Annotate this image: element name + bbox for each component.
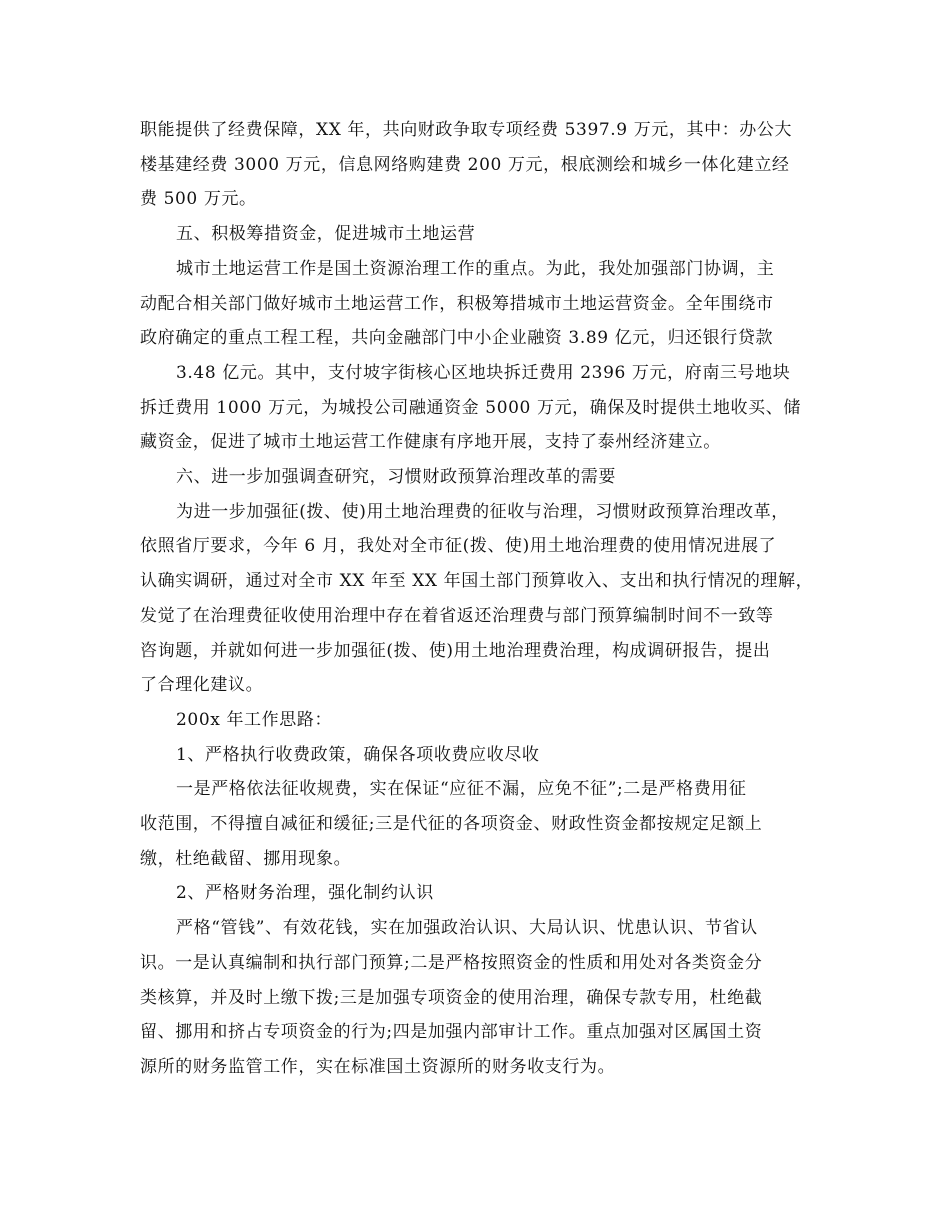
- text-line: 政府确定的重点工程工程，共向金融部门中小企业融资 3.89 亿元，归还银行贷款: [140, 328, 774, 349]
- text-line: 为进一步加强征(拨、使)用土地治理费的征收与治理，习惯财政预算治理改革，: [176, 501, 789, 522]
- subheading-2: 2、严格财务治理，强化制约认识: [176, 883, 434, 904]
- text-line: 发觉了在治理费征收使用治理中存在着省返还治理费与部门预算编制时间不一致等: [140, 605, 774, 626]
- section-heading-5: 五、积极筹措资金，促进城市土地运营: [176, 224, 476, 245]
- text-line: 收范围，不得擅自减征和缓征;三是代征的各项资金、财政性资金都按规定足额上: [140, 814, 763, 835]
- work-plan-heading: 200x 年工作思路：: [176, 709, 333, 730]
- text-line: 源所的财务监管工作，实在标准国土资源所的财务收支行为。: [140, 1056, 616, 1077]
- text-line: 依照省厅要求，今年 6 月，我处对全市征(拨、使)用土地治理费的使用情况进展了: [140, 536, 777, 557]
- text-line: 一是严格依法征收规费，实在保证“应征不漏，应免不征”;二是严格费用征: [176, 779, 747, 800]
- text-line: 拆迁费用 1000 万元，为城投公司融通资金 5000 万元，确保及时提供土地收买、储: [140, 397, 801, 418]
- text-line: 识。一是认真编制和执行部门预算;二是严格按照资金的性质和用处对各类资金分: [140, 952, 763, 973]
- text-line: 城市土地运营工作是国土资源治理工作的重点。为此，我处加强部门协调，主: [176, 258, 775, 279]
- text-line: 缴，杜绝截留、挪用现象。: [140, 848, 352, 869]
- subheading-1: 1、严格执行收费政策，确保各项收费应收尽收: [176, 744, 540, 765]
- text-line: 咨询题，并就如何进一步加强征(拨、使)用土地治理费治理，构成调研报告，提出: [140, 640, 771, 661]
- section-heading-6: 六、进一步加强调查研究，习惯财政预算治理改革的需要: [176, 467, 616, 488]
- text-line: 动配合相关部门做好城市土地运营工作，积极筹措城市土地运营资金。全年围绕市: [140, 293, 774, 314]
- text-line: 3.48 亿元。其中，支付坡字街核心区地块拆迁费用 2396 万元，府南三号地块: [176, 362, 791, 383]
- text-line: 费 500 万元。: [140, 189, 257, 210]
- text-line: 类核算，并及时上缴下拨;三是加强专项资金的使用治理，确保专款专用，杜绝截: [140, 987, 763, 1008]
- text-line: 认确实调研，通过对全市 XX 年至 XX 年国土部门预算收入、支出和执行情况的理解，: [140, 571, 814, 592]
- text-line: 严格“管钱”、有效花钱，实在加强政治认识、大局认识、忧患认识、节省认: [176, 918, 758, 939]
- text-line: 职能提供了经费保障，XX 年，共向财政争取专项经费 5397.9 万元，其中：办公大: [140, 120, 793, 140]
- text-line: 藏资金，促进了城市土地运营工作健康有序地开展，支持了泰州经济建立。: [140, 432, 721, 453]
- text-line: 留、挪用和挤占专项资金的行为;四是加强内部审计工作。重点加强对区属国土资: [140, 1022, 763, 1043]
- text-line: 了合理化建议。: [140, 675, 264, 696]
- document-body: [140, 113, 820, 1085]
- text-line: 楼基建经费 3000 万元，信息网络购建费 200 万元，根底测绘和城乡一体化建立经: [140, 154, 790, 175]
